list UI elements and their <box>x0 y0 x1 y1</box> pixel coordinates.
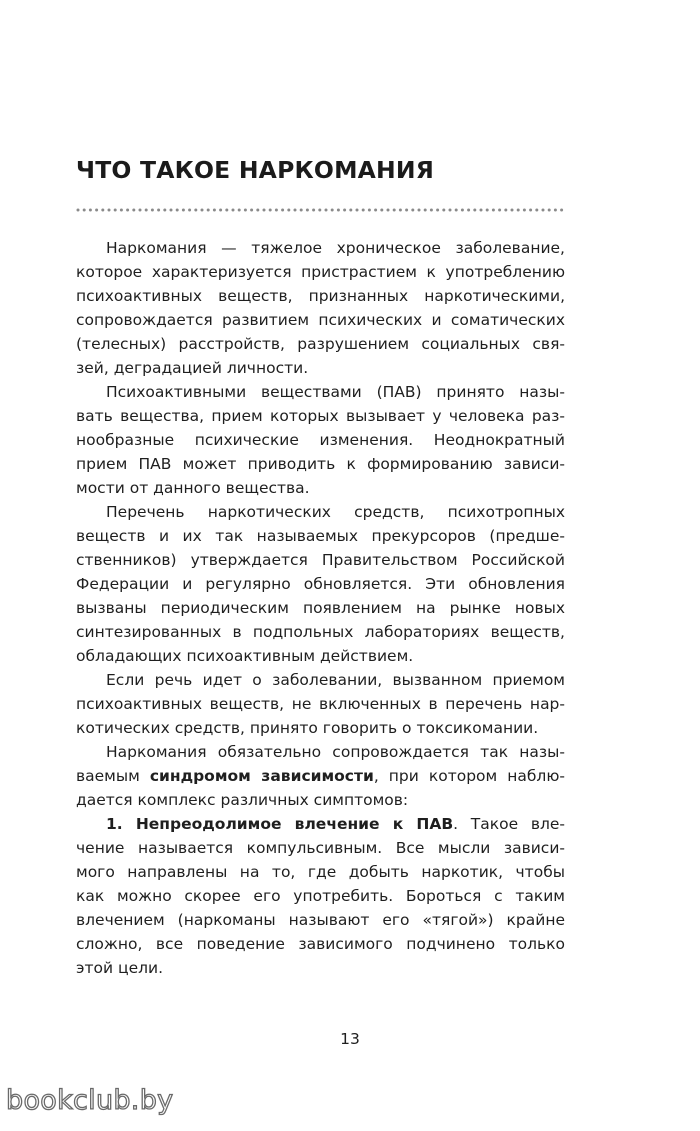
divider-dot <box>325 209 328 212</box>
text-line: Перечень наркотических средств, психотропных <box>106 503 565 521</box>
text-line: 1. Непреодолимое влечение к ПАВ. Такое вле- <box>106 815 565 833</box>
divider-dot <box>430 209 433 212</box>
watermark: bookclub.by <box>6 1085 174 1116</box>
divider-dot <box>467 209 470 212</box>
text-line: как можно скорее его употребить. Бороться с таким <box>76 887 565 905</box>
bold-term: синдромом зависимости <box>149 767 374 785</box>
text-line: ственников) утверждается Правительством Российской <box>76 551 565 569</box>
divider-dot <box>182 209 185 212</box>
text-line: которое характеризуется пристрастием к употреблению <box>76 263 565 281</box>
divider-dot <box>492 209 495 212</box>
divider-dot <box>263 209 266 212</box>
divider-dot <box>213 209 216 212</box>
text-line: прием ПАВ может приводить к формированию зависи- <box>76 455 565 473</box>
text-line: психоактивных веществ, признанных наркотическими, <box>76 287 565 305</box>
divider-dot <box>387 209 390 212</box>
divider-dot <box>560 209 563 212</box>
divider-dot <box>554 209 557 212</box>
text-line: ваемым синдромом зависимости, при котором наблю- <box>76 767 565 785</box>
divider-dot <box>275 209 278 212</box>
text-line: синтезированных в подпольных лабораториях веществ, <box>76 623 565 641</box>
divider-dot <box>504 209 507 212</box>
text-line: вызваны периодическим появлением на рынке новых <box>76 599 565 617</box>
divider-dot <box>238 209 241 212</box>
divider-dot <box>418 209 421 212</box>
text-line: Наркомания — тяжелое хроническое заболевание, <box>106 239 565 257</box>
text-line: Федерации и регулярно обновляется. Эти обновления <box>76 575 565 593</box>
text-line: этой цели. <box>76 959 164 977</box>
divider-dot <box>337 209 340 212</box>
divider-dot <box>455 209 458 212</box>
text-line: психоактивных веществ, не включенных в перечень нар- <box>76 695 565 713</box>
divider-dot <box>399 209 402 212</box>
divider-dot <box>294 209 297 212</box>
divider-dot <box>225 209 228 212</box>
divider-dot <box>281 209 284 212</box>
divider-dot <box>405 209 408 212</box>
divider-dot <box>176 209 179 212</box>
divider-dot <box>108 209 111 212</box>
divider-dot <box>511 209 514 212</box>
divider-dot <box>498 209 501 212</box>
divider-dot <box>250 209 253 212</box>
divider-dot <box>449 209 452 212</box>
text-line: влечением (наркоманы называют его «тягой») крайне <box>76 911 565 929</box>
divider-dot <box>300 209 303 212</box>
page-title: ЧТО ТАКОЕ НАРКОМАНИЯ <box>76 156 435 184</box>
divider-dot <box>442 209 445 212</box>
text-line: чение называется компульсивным. Все мысли зависи- <box>76 839 565 857</box>
text-line: котических средств, принято говорить о токсикомании. <box>76 719 539 737</box>
text-line: дается комплекс различных симптомов: <box>76 791 409 809</box>
divider-dot <box>232 209 235 212</box>
text-line: нообразные психические изменения. Неоднократный <box>76 431 565 449</box>
divider-dot <box>486 209 489 212</box>
divider-dot <box>542 209 545 212</box>
divider-dot <box>120 209 123 212</box>
divider-dot <box>548 209 551 212</box>
divider-dot <box>331 209 334 212</box>
divider-dot <box>95 209 98 212</box>
page-number: 13 <box>340 1030 360 1048</box>
divider-dot <box>83 209 86 212</box>
divider-dot <box>436 209 439 212</box>
divider-dot <box>157 209 160 212</box>
text-line: зей, деградацией личности. <box>76 359 309 377</box>
divider-dot <box>343 209 346 212</box>
divider-dot <box>318 209 321 212</box>
divider-dot <box>244 209 247 212</box>
divider-dot <box>132 209 135 212</box>
divider-dot <box>374 209 377 212</box>
text-line: сложно, все поведение зависимого подчинено только <box>76 935 565 953</box>
text-line: сопровождается развитием психических и соматических <box>76 311 565 329</box>
divider-dot <box>256 209 259 212</box>
divider-dot <box>151 209 154 212</box>
numbered-heading: 1. Непреодолимое влечение к ПАВ <box>106 815 454 833</box>
text-line: вать вещества, прием которых вызывает у человека раз- <box>76 407 565 425</box>
text-line: (телесных) расстройств, разрушением социальных свя- <box>76 335 565 353</box>
text-line: мости от данного вещества. <box>76 479 310 497</box>
divider-dot <box>535 209 538 212</box>
divider-dot <box>480 209 483 212</box>
text-line: мого направлены на то, где добыть наркотик, чтобы <box>76 863 565 881</box>
divider-dot <box>201 209 204 212</box>
divider-dot <box>393 209 396 212</box>
divider-dot <box>424 209 427 212</box>
text-line: обладающих психоактивным действием. <box>76 647 414 665</box>
text-line: Психоактивными веществами (ПАВ) принято назы- <box>106 383 565 401</box>
divider-dot <box>380 209 383 212</box>
divider-dot <box>170 209 173 212</box>
divider-dot <box>163 209 166 212</box>
divider-dot <box>139 209 142 212</box>
divider-dot <box>207 209 210 212</box>
divider-dot <box>473 209 476 212</box>
divider-dot <box>89 209 92 212</box>
divider-dot <box>517 209 520 212</box>
dotted-divider <box>76 206 566 214</box>
divider-dot <box>523 209 526 212</box>
divider-dot <box>356 209 359 212</box>
divider-dot <box>306 209 309 212</box>
body-text <box>76 236 565 980</box>
divider-dot <box>114 209 117 212</box>
divider-dot <box>368 209 371 212</box>
divider-dot <box>287 209 290 212</box>
divider-dot <box>101 209 104 212</box>
divider-dot <box>269 209 272 212</box>
divider-dot <box>194 209 197 212</box>
divider-dot <box>126 209 129 212</box>
divider-dot <box>529 209 532 212</box>
text-line: веществ и их так называемых прекурсоров (предше- <box>76 527 565 545</box>
divider-dot <box>461 209 464 212</box>
divider-dot <box>349 209 352 212</box>
text-line: Наркомания обязательно сопровождается так назы- <box>106 743 565 761</box>
divider-dot <box>312 209 315 212</box>
divider-dot <box>188 209 191 212</box>
divider-dot <box>411 209 414 212</box>
text-line: Если речь идет о заболевании, вызванном приемом <box>106 671 565 689</box>
divider-dot <box>77 209 80 212</box>
divider-dot <box>219 209 222 212</box>
divider-dot <box>145 209 148 212</box>
divider-dot <box>362 209 365 212</box>
